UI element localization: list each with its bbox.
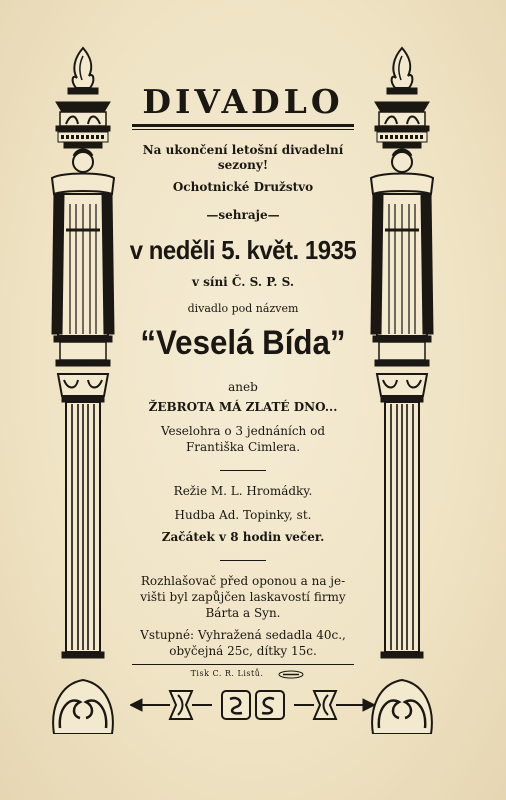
notice-line-3: Bárta a Syn. — [205, 606, 281, 620]
page-title: DIVADLO — [142, 82, 344, 121]
play-subtitle: ŽEBROTA MÁ ZLATÉ DNO... — [148, 400, 338, 414]
or-word: aneb — [228, 380, 258, 394]
printer-mark-icon — [278, 670, 304, 679]
right-torch-caryatid-column — [365, 44, 439, 734]
left-torch-caryatid-column — [46, 44, 120, 734]
play-title: “Veselá Bída” — [140, 324, 346, 362]
notice-line-1: Rozhlašovač před oponou a na je- — [140, 574, 346, 588]
title-double-rule — [132, 124, 354, 130]
genre-line-1: Veselohra o 3 jednáních od — [160, 424, 326, 438]
performance-date: v neděli 5. květ. 1935 — [129, 235, 357, 265]
notice-line-2: višti byl zapůjčen laskavostí firmy — [140, 590, 346, 604]
play-intro-text: divadlo pod názvem — [187, 302, 299, 315]
genre-line-2: Františka Cimlera. — [185, 440, 301, 454]
start-time-text: Začátek v 8 hodin večer. — [161, 530, 325, 544]
separator-rule-2 — [220, 560, 266, 561]
separator-rule-1 — [220, 470, 266, 471]
printer-credit: Tisk C. R. Listů. — [190, 669, 264, 678]
admission-line-2: obyčejná 25c, dítky 15c. — [169, 644, 317, 658]
footer-rule — [132, 664, 354, 665]
admission-line-1: Vstupné: Vyhražená sedadla 40c., — [140, 628, 346, 642]
group-name: Ochotnické Družstvo — [172, 180, 314, 194]
performs-text: —sehraje— — [206, 208, 280, 222]
music-text: Hudba Ad. Topinky, st. — [174, 508, 312, 522]
bottom-ornament-row — [130, 685, 375, 725]
occasion-text: Na ukončení letošní divadelní sezony! — [142, 143, 344, 172]
venue-text: v síni Č. S. P. S. — [191, 275, 295, 289]
director-text: Režie M. L. Hromádky. — [173, 484, 313, 498]
